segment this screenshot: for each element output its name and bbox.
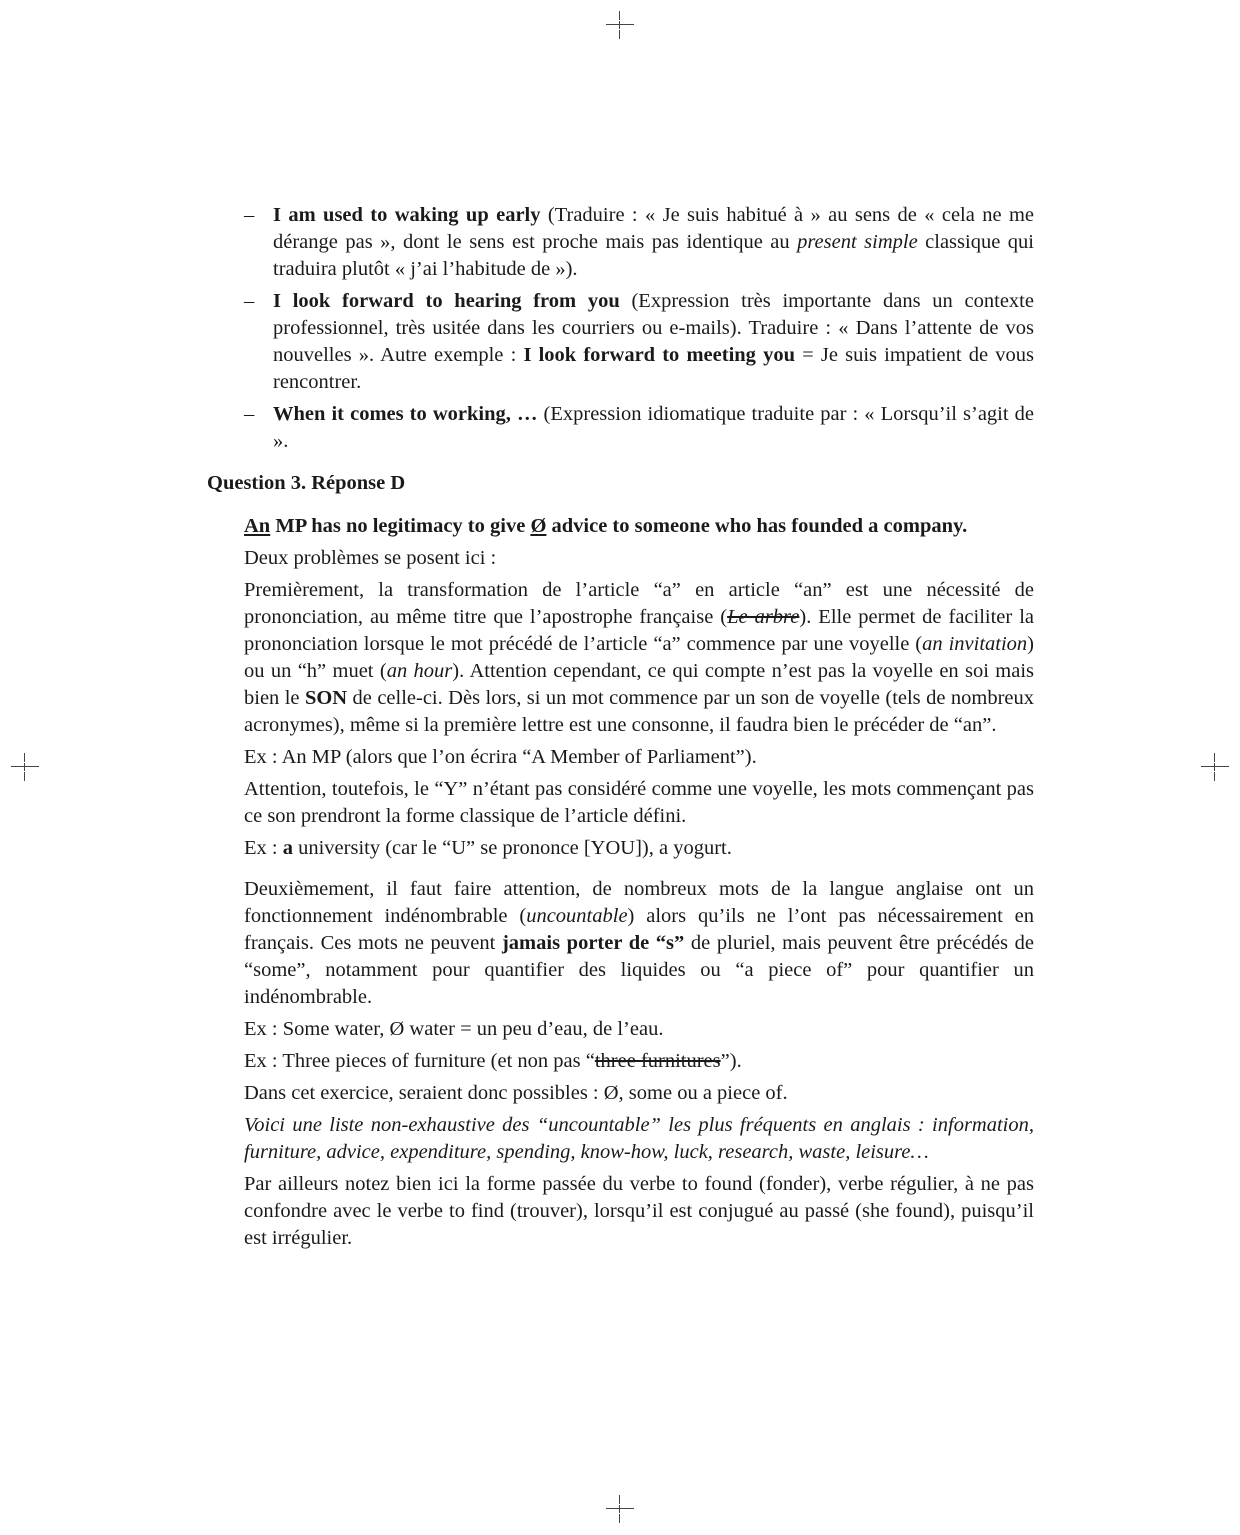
sentence-text: MP has no legitimacy to give [270,515,531,537]
text-run: ). Attention cependant, ce qui compte n’est pas la voyelle en soi mais bien le [244,660,1035,709]
text-run: Ex : [244,837,283,859]
text-run: Ex : Three pieces of furniture (et non pas “ [244,1050,595,1072]
list-item [244,288,1034,396]
list-dash: – [244,403,255,425]
expression-bold: I look forward to meeting you [523,344,795,366]
list-item [244,202,1034,283]
answer-content [244,513,1034,1257]
crop-mark-right [1201,753,1229,781]
text-run: ). Elle permet de faciliter la prononciation lorsque le mot précédé de l’article “a” commence par une voyelle ( [244,606,1034,655]
italic-text: an invitation [922,633,1028,655]
strikethrough-text: Le arbre [727,606,800,628]
expression-bold: I look forward to hearing from you [273,290,620,312]
expression-bold: I am used to waking up early [273,204,541,226]
paragraph-to-found: Par ailleurs notez bien ici la forme passée du verbe to found (fonder), verbe régulier, à ne pas confondre avec le verbe to find (trouver), lorsqu’il est conjugué au passé (she found), puisqu’il est irrégulier. [244,1173,1034,1249]
expression-bold: When it comes to working, … [273,403,538,425]
example-line: Ex : An MP (alors que l’on écrira “A Member of Parliament”). [244,746,757,768]
expression-list [244,202,1034,460]
strikethrough-text: three furnitures [594,1050,721,1072]
crop-mark-top [606,11,634,39]
text-run: Deuxièmement, il faut faire attention, de nombreux mots de la langue anglaise ont un fonctionnement indénombrable ( [244,878,1034,927]
bold-text: SON [304,687,348,709]
example-line: Ex : Some water, Ø water = un peu d’eau, de l’eau. [244,1018,664,1040]
paragraph-y-rule: Attention, toutefois, le “Y” n’étant pas considéré comme une voyelle, les mots commençant pas ce son prendront la forme classique de l’article défini. [244,778,1034,827]
paragraph-uncountable-list: Voici une liste non-exhaustive des “uncountable” les plus fréquents en anglais : information, furniture, advice, expenditure, spending, know-how, luck, research, waste, leisure… [244,1114,1034,1163]
expression-text: classique qui traduira plutôt « j’ai l’habitude de »). [273,231,1034,280]
example-sentence [244,513,1034,540]
italic-text: an hour [386,660,453,682]
sentence-text: advice to someone who has founded a company. [546,515,968,537]
paragraph-possibilities: Dans cet exercice, seraient donc possibles : Ø, some ou a piece of. [244,1082,788,1104]
intro-paragraph: Deux problèmes se posent ici : [244,547,497,569]
text-run: de pluriel, mais peuvent être précédés de “some”, notamment pour quantifier des liquides ou “a piece of” pour quantifier un indénombrable. [244,932,1035,1008]
expression-text: (Expression très importante dans un contexte professionnel, très usitée dans les courriers ou e-mails). Traduire : « Dans l’attente de vos nouvelles ». Autre exemple : [273,290,1034,366]
crop-mark-bottom [606,1495,634,1523]
paragraph-uncountable [244,876,1034,1011]
text-run: de celle-ci. Dès lors, si un mot commence par un son de voyelle (tels de nombreux acronymes), même si la première lettre est une consonne, il faudra bien le précéder de “an”. [244,687,1034,736]
text-run: Premièrement, la transformation de l’article “a” en article “an” est une nécessité de prononciation, au même titre que l’apostrophe française ( [244,579,1034,628]
bold-text: jamais porter de “s” [501,932,685,954]
list-item [244,401,1034,455]
text-run: university (car le “U” se prononce [YOU]), a yogurt. [292,837,732,859]
expression-text: (Traduire : « Je suis habitué à » au sens de « cela ne me dérange pas », dont le sens est proche mais pas identique au [273,204,1034,253]
question-title: Question 3. Réponse D [207,472,406,494]
italic-text: uncountable [526,905,628,927]
expression-text: = Je suis impatient de vous rencontrer. [273,344,1034,393]
paragraph-article-an [244,577,1034,739]
text-run: ) alors qu’ils ne l’ont pas nécessairement en français. Ces mots ne peuvent [244,905,1034,954]
expression-italic: present simple [797,231,918,253]
list-dash: – [244,290,255,312]
sentence-underline: Ø [530,515,547,537]
example-line [244,835,1034,862]
list-dash: – [244,204,255,226]
bold-text: a [282,837,293,859]
text-run: ) ou un “h” muet ( [244,633,1034,682]
sentence-underline: An [244,515,271,537]
text-run: ”). [720,1050,742,1072]
crop-mark-left [11,753,39,781]
expression-text: (Expression idiomatique traduite par : « Lorsqu’il s’agit de ». [273,403,1034,452]
example-line [244,1048,1034,1075]
